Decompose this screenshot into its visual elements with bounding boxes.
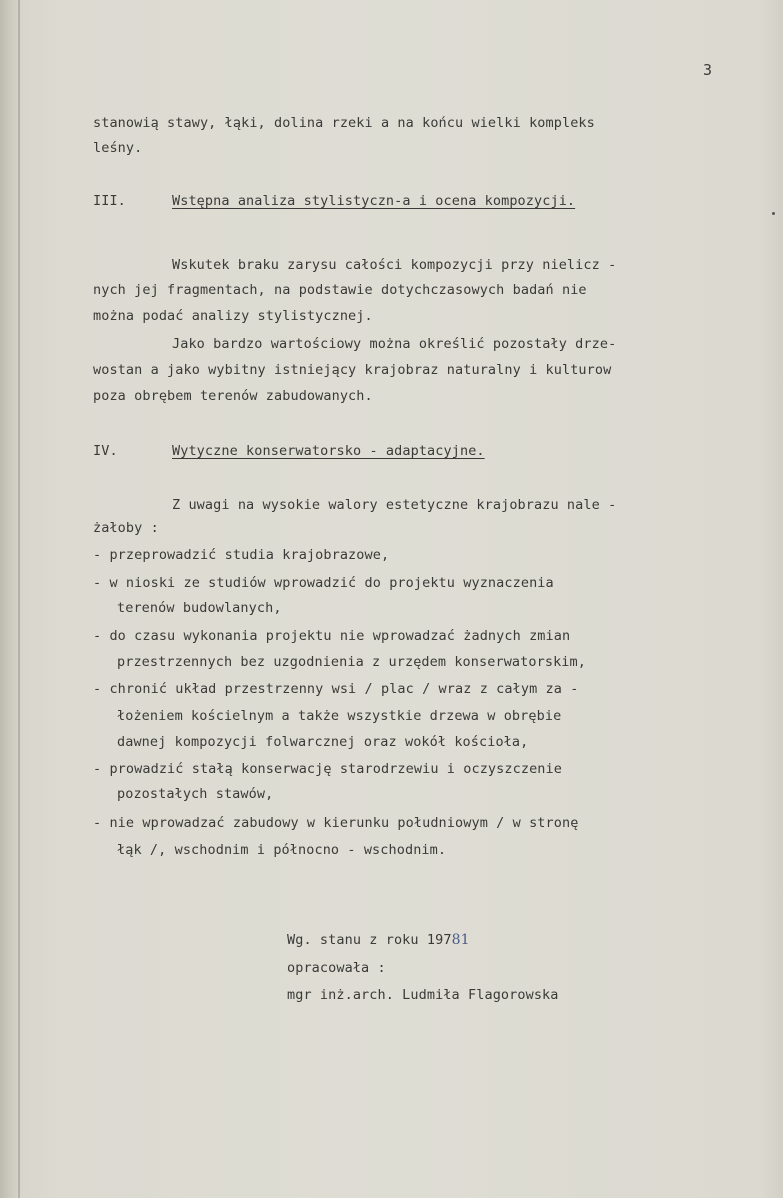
section-4-number: IV. [93,443,118,459]
section-4-line: - w nioski ze studiów wprowadzić do projektu wyznaczenia [93,575,554,591]
section-4-line: przestrzennych bez uzgodnienia z urzędem konserwatorskim, [117,654,586,670]
section-3-line: Jako bardzo wartościowy można określić pozostały drze- [172,336,617,352]
section-4-line: żałoby : [93,520,159,536]
state-year-line [287,932,470,948]
section-3-heading: Wstępna analiza stylistyczn-a i ocena kompozycji. [172,193,576,209]
section-4-line: łąk /, wschodnim i północno - wschodnim. [117,842,447,858]
section-4-line: pozostałych stawów, [117,786,274,802]
section-3-line: nych jej fragmentach, na podstawie dotychczasowych badań nie [93,282,587,298]
section-4-line: - prowadzić stałą konserwację starodrzewiu i oczyszczenie [93,761,562,777]
section-4-line: Z uwagi na wysokie walory estetyczne krajobrazu nale - [172,497,617,513]
section-4-line: dawnej kompozycji folwarcznej oraz wokół kościoła, [117,734,529,750]
section-4-line: - do czasu wykonania projektu nie wprowadzać żadnych zmian [93,628,571,644]
section-3-number: III. [93,193,126,209]
section-4-line: terenów budowlanych, [117,600,282,616]
page-number: 3 [703,61,713,79]
section-3-line: można podać analizy stylistycznej. [93,308,373,324]
binding-edge [18,0,20,1198]
section-4-line: - nie wprowadzać zabudowy w kierunku południowym / w stronę [93,815,579,831]
section-4-heading: Wytyczne konserwatorsko - adaptacyjne. [172,443,485,459]
margin-dot [772,212,775,215]
intro-line-1: stanowią stawy, łąki, dolina rzeki a na końcu wielki kompleks [93,115,595,131]
state-year-prefix: Wg. stanu z roku 197 [287,932,452,948]
section-3-line: poza obrębem terenów zabudowanych. [93,388,373,404]
author-name: mgr inż.arch. Ludmiła Flagorowska [287,987,559,1003]
section-4-line: - przeprowadzić studia krajobrazowe, [93,547,390,563]
handwritten-year-correction: 81 [451,932,470,948]
intro-line-2: leśny. [93,140,143,156]
section-3-line: wostan a jako wybitny istniejący krajobraz naturalny i kulturow [93,362,612,378]
section-3-line: Wskutek braku zarysu całości kompozycji przy nielicz - [172,257,617,273]
prepared-by-label: opracowała : [287,960,386,976]
section-4-line: - chronić układ przestrzenny wsi / plac / wraz z całym za - [93,681,579,697]
section-4-line: łożeniem kościelnym a także wszystkie drzewa w obrębie [117,708,562,724]
